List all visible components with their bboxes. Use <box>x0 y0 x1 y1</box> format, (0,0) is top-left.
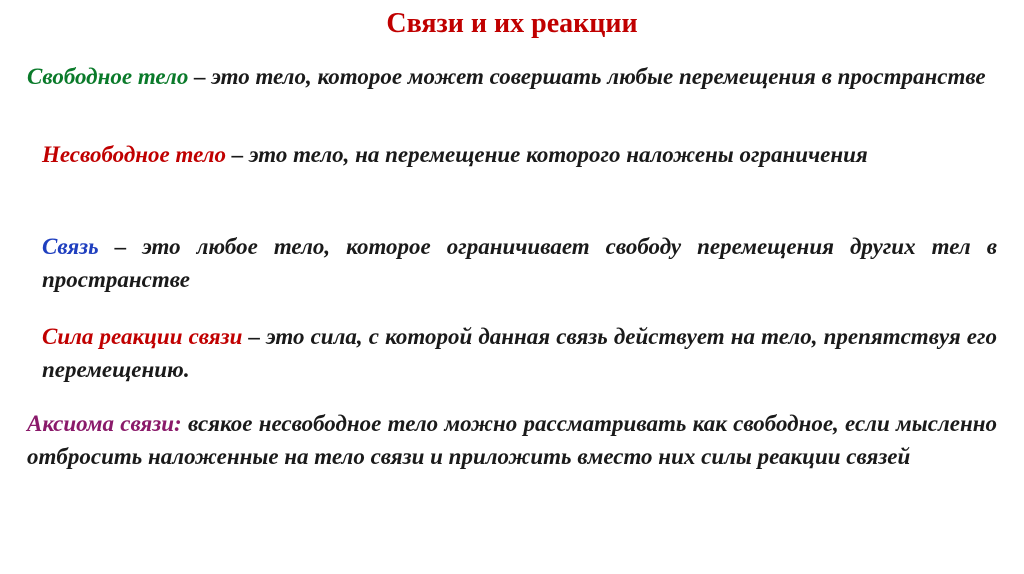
definition-reaction-force <box>42 320 997 386</box>
term-reaction-force: Сила реакции связи <box>42 324 243 349</box>
definition-free-body <box>27 60 997 93</box>
definition-free-body-text: – это тело, которое может совершать любые перемещения в пространстве <box>188 64 986 89</box>
term-axiom: Аксиома связи: <box>27 411 182 436</box>
axiom-of-constraints <box>27 407 997 473</box>
term-constraint: Связь <box>42 234 99 259</box>
slide-title: Связи и их реакции <box>386 8 638 39</box>
definition-constraint <box>42 230 997 296</box>
axiom-text: всякое несвободное тело можно рассматривать как свободное, если мысленно отбросить наложенные на тело связи и приложить вместо них силы реакции связей <box>27 411 997 469</box>
term-free-body: Свободное тело <box>27 64 189 89</box>
definition-reaction-force-text: – это сила, с которой данная связь действует на тело, препятствуя его перемещению. <box>42 324 997 382</box>
definition-unfree-body <box>42 138 997 171</box>
definition-constraint-text: – это любое тело, которое ограничивает свободу перемещения других тел в пространстве <box>42 234 997 292</box>
definition-unfree-body-text: – это тело, на перемещение которого наложены ограничения <box>226 142 868 167</box>
term-unfree-body: Несвободное тело <box>42 142 227 167</box>
